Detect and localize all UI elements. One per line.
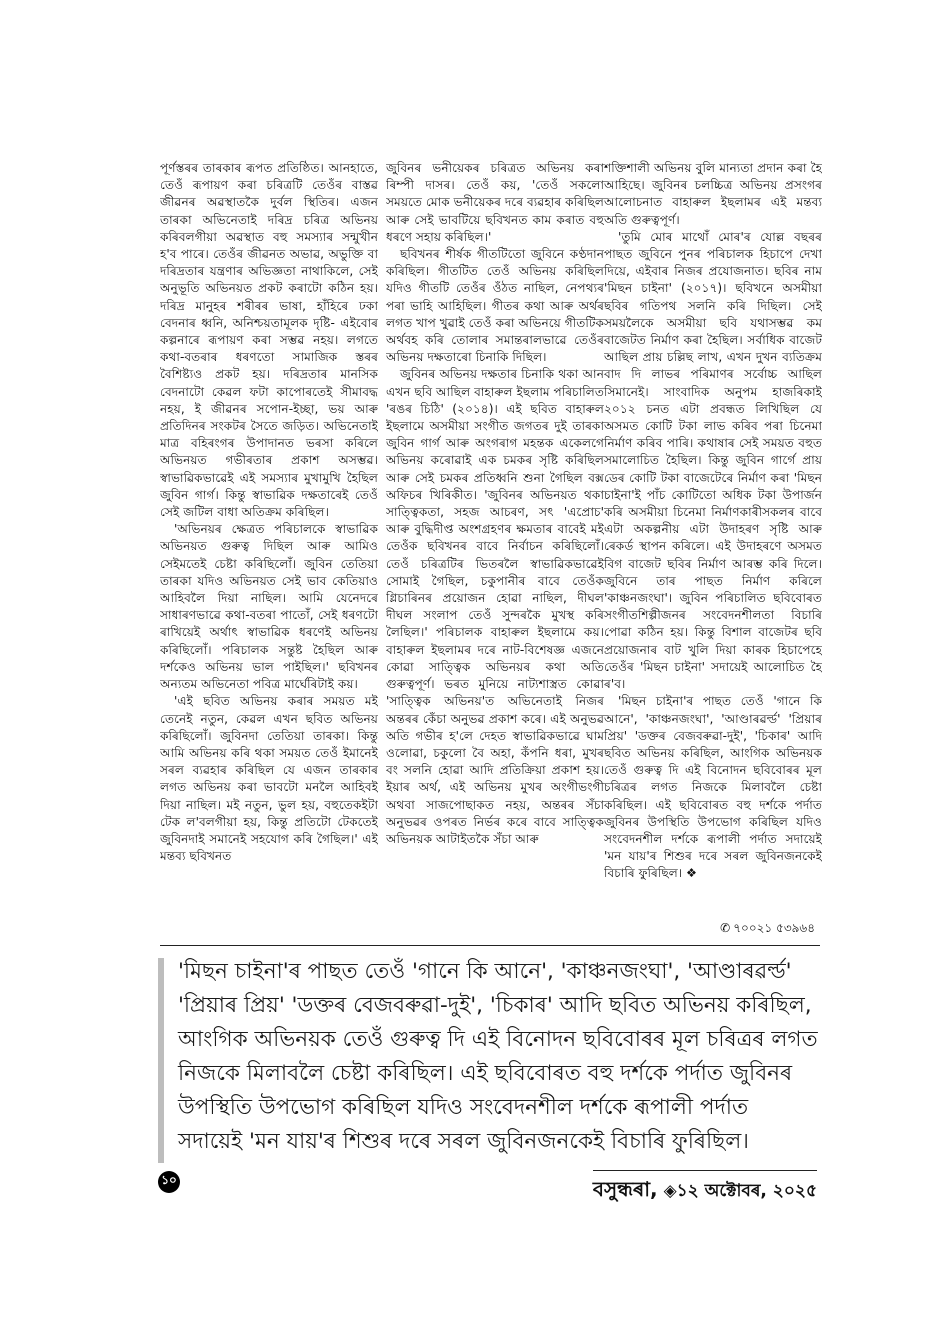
paragraph: জুবিনৰ অভিনয় দক্ষতাৰ চিনাকি থকা আন এখন ছবি আছিল বাহাৰুল ইছলাম পৰিচালিত 'ৰঙৰ চিঠি' (২০১৪)। এই ছবিত বাহাৰুল ইছলামে অসমীয়া সংগীত জগতৰ দুই তাৰকা জুবিন গাৰ্গ আৰু অংগৰাগ মহন্তক একেলগে অভিনয় কৰোৱাই এক চমকৰ সৃষ্টি কৰিছিল আৰু সেই চমকৰ প্ৰতিধ্বনি শুনা গৈছিল বক্স অফিচৰ খিৰিকীত। 'জুবিনৰ অভিনয়ত থকা সাত্ত্বিকতা, সহজ আচৰণ, সৎ 'এপ্ৰোচ' আৰু বুদ্ধিদীপ্ত অংশগ্ৰহণৰ ক্ষমতাৰ বাবেই মই তেওঁক ছবিখনৰ বাবে নিৰ্বাচন কৰিছিলোঁ। তেওঁ চৰিত্ৰটিৰ ভিতৰলৈ স্বাভাৱিকভাৱেই সোমাই গৈছিল, চকুপানীৰ বাবে তেওঁক গ্লিচাৰিনৰ প্ৰয়োজন হোৱা নাছিল, দীঘল দীঘল সংলাপ তেওঁ সুন্দৰকৈ মুখস্থ কৰি লৈছিল।' পৰিচালক বাহাৰুল ইছলামে কয়। বাহাৰুল ইছলামৰ দৰে নাট-বিশেষজ্ঞ এজনে কোৱা সাত্ত্বিক অভিনয়ৰ কথা অতি গুৰুত্বপূৰ্ণ। ভৰত মুনিয়ে নাট্যশাস্ত্ৰত কোৱা 'সাত্ত্বিক অভিনয়'ত অভিনেতাই নিজৰ অন্তৰৰ কেঁচা অনুভৱ প্ৰকাশ কৰে। এই অনুভৱ অতি গভীৰ হ'লে দেহত স্বাভাৱিকভাৱে ঘাম ওলোৱা, চকুলো বৈ অহা, কঁপনি ধৰা, মুখৰ বং সলনি হোৱা আদি প্ৰতিক্ৰিয়া প্ৰকাশ হয়। ইয়াৰ অৰ্থ, এই অভিনয় মুখৰ অংগীভংগী অথবা সাজপোছাকত নহয়, অন্তৰৰ সঁচা অনুভৱৰ ওপৰত নিৰ্ভৰ কৰে বাবে সাত্ত্বিক অভিনয়ক আটাইতকৈ সঁচা আৰু: [386, 367, 604, 846]
paragraph: 'তুমি মোৰ মাথোঁ মোৰ'ৰ যোল্ল বছৰৰ পাছত জুবিনে পুনৰ পৰিচালক হিচাপে দেখা দিয়ে, এইবাৰ নিজৰ প্ৰযোজনাত। ছবিৰ নাম 'মিছন চাইনা' (২০১৭)। ছবিখনে অসমীয়া ছবিৰ গতিপথ সলনি কৰি দিছিল। সেই সময়লৈকে অসমীয়া ছবি যথাসম্ভৱ কম বাজেটত নিৰ্মাণ কৰা হৈছিল। সৰ্বাধিক বাজেট আছিল প্ৰায় চল্লিছ লাখ, এখন দুখন ব্যতিক্ৰম বাদ দি লাভৰ পৰিমাণৰ সৰ্বোচ্চ আছিল সিমানেই। সাংবাদিক অনুপম হাজৰিকাই ২০১২ চনত এটা প্ৰবন্ধত লিখিছিল যে অসমত কোটি টকা লাভ কৰিব পৰা চিনেমা নিৰ্মাণ কৰিব পাৰি। কথাষাৰ সেই সময়ত বহুত সমালোচিত হৈছিল। কিন্তু জুবিন গাৰ্গে প্ৰায় ডেৰ কোটি টকা বাজেটেৰে নিৰ্মাণ কৰা 'মিছন চাইনা'ই পাঁচ কোটিতো অধিক টকা উপাৰ্জন কৰি অসমীয়া চিনেমা নিৰ্মাণকাৰীসকলৰ বাবে এটা অকল্পনীয় এটা উদাহৰণ সৃষ্টি আৰু ৰেকৰ্ড স্থাপন কৰিলে। এই উদাহৰণে অসমত বিগ বাজেট ছবিৰ নিৰ্মাণ আৰম্ভ কৰি দিলে। জুবিনে তাৰ পাছত নিৰ্মাণ কৰিলে 'কাঞ্চনজংঘা'। জুবিন পৰিচালিত ছবিবোৰত সংগীতশিল্পীজনৰ সংবেদনশীলতা বিচাৰি পোৱা কঠিন হয়। কিন্তু বিশাল বাজেটৰ ছবি প্ৰয়োজনাৰ বাট খুলি দিয়া কাৰক হিচাপেহে তেওঁৰ 'মিছন চাইনা' সদায়েই আলোচিত হৈ ৰ'ব।: [604, 229, 822, 692]
contact-number: ৭০০২১ ৫৩৯৬৪: [733, 921, 815, 935]
paragraph: 'মিছন চাইনা'ৰ পাছত তেওঁ 'গানে কি আনে', 'কাঞ্চনজংঘা', 'আণ্ডাৰৱৰ্ল্ড' 'প্ৰিয়াৰ প্ৰিয়' 'ডক্তৰ বেজবৰুৱা-দুই', 'চিকাৰ' আদি ছবিত অভিনয় কৰিছিল, আংগিক অভিনয়ক তেওঁ গুৰুত্ব দি এই বিনোদন ছবিবোৰৰ মূল চৰিত্ৰৰ লগত নিজকে মিলাবলৈ চেষ্টা কৰিছিল। এই ছবিবোৰত বহু দৰ্শকে পৰ্দাত জুবিনৰ উপস্থিতি উপভোগ কৰিছিল যদিও সংবেদনশীল দৰ্শকে ৰূপালী পৰ্দাত সদায়েই 'মন যায়'ৰ শিশুৰ দৰে সৰল জুবিনজনকেই বিচাৰি ফুৰিছিল। ❖: [604, 694, 822, 881]
article-column-3: [604, 160, 822, 915]
author-contact: [720, 920, 815, 940]
paragraph: পূৰ্ণস্তৰৰ তাৰকাৰ ৰূপত প্ৰতিষ্ঠিত। আনহাতে, তেওঁ ৰূপায়ণ কৰা চৰিত্ৰটি তেওঁৰ বাস্তৱ জীৱনৰ অৱস্থাতকৈ দুৰ্বল স্থিতিৰ। এজন তাৰকা অভিনেতাই দৰিদ্ৰ চৰিত্ৰ অভিনয় কৰিবলগীয়া অৱস্থাত বহু সমস্যাৰ সন্মুখীন হ'ব পাৰে। তেওঁৰ জীৱনত অভাৱ, অভুক্তি বা দৰিদ্ৰতাৰ যন্ত্ৰণাৰ অভিজ্ঞতা নাথাকিলে, সেই অনুভূতি অভিনয়ত প্ৰকট কৰাটো কঠিন হয়। দৰিদ্ৰ মানুহৰ শৰীৰৰ ভাষা, হাঁহিৰে ঢকা বেদনাৰ ধ্বনি, অনিশ্চয়তামূলক দৃষ্টি- এইবোৰ কল্পনাৰে ৰূপায়ণ কৰা সম্ভৱ নহয়। লগতে কথা-বতৰাৰ ধৰণতো সামাজিক স্তৰৰ বৈশিষ্ট্যও প্ৰকট হয়। দৰিদ্ৰতাৰ মানসিক বেদনাটো কেৱল ফটা কাপোৰতেই সীমাবদ্ধ নহয়, ই জীৱনৰ সপোন-ইচ্ছা, ভয় আৰু প্ৰতিদিনৰ সংকটৰ সৈতে জড়িত। অভিনেতাই মাত্ৰ বহিৰংগৰ উপাদানত ভৰসা কৰিলে অভিনয়ত গভীৰতাৰ প্ৰকাশ অসম্ভৱ। স্বাভাৱিকভাৱেই এই সমস্যাৰ মুখামুখি হৈছিল জুবিন গাৰ্গ। কিন্তু স্বাভাৱিক দক্ষতাৰেই তেওঁ সেই জটিল বাধা অতিক্ৰম কৰিছিল।: [160, 161, 378, 520]
issue-date: ◈১২ অক্টোবৰ, ২০২৫: [663, 1181, 817, 1201]
paragraph: জুবিনৰ ভনীয়েকৰ চৰিত্ৰত অভিনয় কৰা ৰিম্পী দাসৰ। তেওঁ কয়, 'তেওঁ সকলো সময়তে মোক ভনীয়েকৰ দৰে ব্যৱহাৰ কৰিছিল আৰু সেই ভাবটিয়ে ছবিখনত কাম কৰাত বহু ধৰণে সহায় কৰিছিল।': [386, 161, 604, 244]
paragraph: 'অভিনয়ৰ ক্ষেত্ৰত পৰিচালকে স্বাভাৱিক অভিনয়ত গুৰুত্ব দিছিল আৰু আমিও সেইমতেই চেষ্টা কৰিছিলোঁ। জুবিন তেতিয়া তাৰকা যদিও অভিনয়ত সেই ভাব কেতিয়াও আহিবলৈ দিয়া নাছিল। আমি যেনেদৰে সাধাৰণভাৱে কথা-বতৰা পাতোঁ, সেই ধৰণটো ৰাখিয়েই অৰ্থাৎ স্বাভাৱিক ধৰণেই অভিনয় কৰিছিলোঁ। পৰিচালক সন্তুষ্ট হৈছিল আৰু দৰ্শকেও অভিনয় ভাল পাইছিল।' ছবিখনৰ অন্যতম অভিনেতা পবিত্ৰ মাৰ্ঘেৰিটাই কয়।: [160, 522, 378, 692]
pull-quote-bar: [158, 958, 164, 1163]
paragraph: শক্তিশালী অভিনয় বুলি মান্যতা প্ৰদান কৰা হৈ আহিছে। জুবিনৰ চলচ্চিত্ৰ অভিনয় প্ৰসংগৰ আলোচনাত বাহাৰুল ইছলামৰ এই মন্তব্য অতি গুৰুত্বপূৰ্ণ।: [604, 161, 822, 227]
paragraph: ছবিখনৰ শীৰ্ষক গীতটিতো জুবিনে কণ্ঠদান কৰিছিল। গীতটিত তেওঁ অভিনয় কৰিছিল যদিও গীতটি তেওঁৰ ওঁঠত নাছিল, নেপথ্যৰ পৰা ভাহি আহিছিল। গীতৰ কথা আৰু অৰ্থৰ লগত খাপ খুৱাই তেওঁ কৰা অভিনয়ে গীতটিক অৰ্থবহ কৰি তোলাৰ সমান্তৰালভাৱে তেওঁৰ অভিনয় দক্ষতাৰো চিনাকি দিছিল।: [386, 247, 604, 365]
paragraph: 'এই ছবিত অভিনয় কৰাৰ সময়ত মই তেনেই নতুন, কেৱল এখন ছবিত অভিনয় কৰিছিলোঁ। জুবিনদা তেতিয়া তাৰকা। কিন্তু আমি অভিনয় কৰি থকা সময়ত তেওঁ ইমানেই সৰল ব্যৱহাৰ কৰিছিল যে এজন তাৰকাৰ লগত অভিনয় কৰা ভাবটো মনলৈ আহিবই দিয়া নাছিল। মই নতুন, ভুল হয়, বহুতেকইটা টেক ল'বলগীয়া হয়, কিন্তু প্ৰতিটো টেকতেই জুবিনদাই সমানেই সহযোগ কৰি গৈছিল।' এই মন্তব্য ছবিখনত: [160, 694, 378, 864]
page-number: ১০: [158, 1171, 180, 1193]
publication-name: বসুন্ধৰা,: [592, 1177, 658, 1201]
phone-icon: ✆: [720, 921, 731, 935]
article-column-1: [160, 160, 378, 950]
footer-masthead: [593, 1170, 817, 1208]
article-column-2: [386, 160, 604, 950]
pull-quote: 'মিছন চাইনা'ৰ পাছত তেওঁ 'গানে কি আনে', 'কাঞ্চনজংঘা', 'আণ্ডাৰৱৰ্ল্ড' 'প্ৰিয়াৰ প্ৰিয়' 'ডক্তৰ বেজবৰুৱা-দুই', 'চিকাৰ' আদি ছবিত অভিনয় কৰিছিল, আংগিক অভিনয়ক তেওঁ গুৰুত্ব দি এই বিনোদন ছবিবোৰৰ মূল চৰিত্ৰৰ লগত নিজকে মিলাবলৈ চেষ্টা কৰিছিল। এই ছবিবোৰত বহু দৰ্শকে পৰ্দাত জুবিনৰ উপস্থিতি উপভোগ কৰিছিল যদিও সংবেদনশীল দৰ্শকে ৰূপালী পৰ্দাত সদায়েই 'মন যায়'ৰ শিশুৰ দৰে সৰল জুবিনজনকেই বিচাৰি ফুৰিছিল।: [178, 959, 818, 1154]
section-divider: [160, 945, 820, 946]
